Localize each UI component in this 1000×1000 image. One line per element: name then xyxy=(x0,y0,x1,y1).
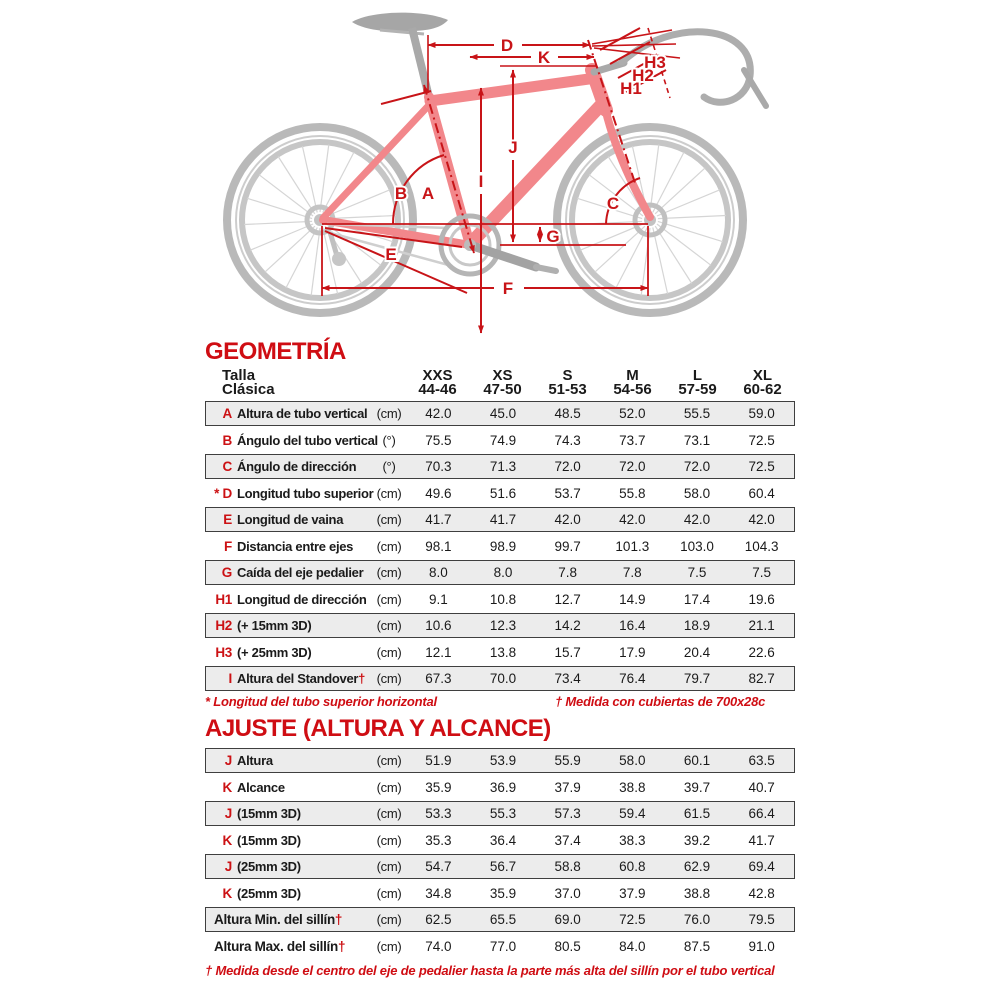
row-letter: H3 xyxy=(215,644,232,660)
value-cell: 57.3 xyxy=(554,806,581,821)
value-cell: 56.7 xyxy=(489,859,517,874)
row-label: Altura de tubo vertical xyxy=(237,406,368,421)
value-cell: 35.3 xyxy=(425,832,452,848)
geometry-sheet xyxy=(205,340,795,979)
row-letter: J xyxy=(224,753,232,768)
value-cell: 91.0 xyxy=(748,938,775,954)
value-cell: 58.8 xyxy=(554,859,581,874)
value-cell: 37.4 xyxy=(554,832,581,848)
row-unit: (cm) xyxy=(376,671,402,686)
row-unit: (cm) xyxy=(376,618,402,633)
value-cell: 20.4 xyxy=(683,644,711,660)
size-header xyxy=(205,369,795,397)
row-label: Caída del eje pedalier xyxy=(237,565,364,580)
table-row xyxy=(205,534,795,559)
value-cell: 35.9 xyxy=(489,885,517,901)
size-column-header xyxy=(665,369,730,397)
table-row xyxy=(205,854,795,879)
adjust-title: AJUSTE (ALTURA Y ALCANCE) xyxy=(205,715,551,742)
value-cell: 10.8 xyxy=(489,591,517,607)
row-label: Ángulo del tubo vertical xyxy=(237,432,378,448)
dagger-mark: † xyxy=(337,938,346,954)
value-cell: 35.9 xyxy=(425,779,452,795)
size-group-line1: Talla xyxy=(222,367,256,384)
geometry-table xyxy=(205,401,795,691)
value-cell: 74.0 xyxy=(425,938,452,954)
table-row xyxy=(205,481,795,506)
row-unit: (cm) xyxy=(376,885,402,901)
row-label: Altura xyxy=(237,753,273,768)
value-cell: 7.5 xyxy=(752,565,772,580)
value-cell: 14.9 xyxy=(619,591,646,607)
value-cell: 73.1 xyxy=(683,432,711,448)
value-cell: 21.1 xyxy=(748,618,775,633)
value-cell: 76.4 xyxy=(619,671,646,686)
value-cell: 99.7 xyxy=(554,538,581,554)
table-row xyxy=(205,428,795,453)
dagger-mark: † xyxy=(358,671,366,686)
adjust-table xyxy=(205,748,795,959)
value-cell: 98.9 xyxy=(489,538,517,554)
value-cell: 42.0 xyxy=(554,512,581,527)
value-cell: 51.9 xyxy=(425,753,452,768)
row-label: Distancia entre ejes xyxy=(237,538,354,554)
value-cell: 70.3 xyxy=(425,459,452,474)
table-row xyxy=(205,907,795,932)
row-letter: C xyxy=(222,459,232,474)
row-letter: G xyxy=(221,565,232,580)
value-cell: 22.6 xyxy=(748,644,775,660)
value-cell: 62.5 xyxy=(425,912,452,927)
value-cell: 48.5 xyxy=(554,406,581,421)
value-cell: 55.3 xyxy=(489,806,517,821)
value-cell: 14.2 xyxy=(554,618,581,633)
row-label: Alcance xyxy=(237,779,285,795)
size-group-line2: Clásica xyxy=(222,381,275,398)
row-letter: K xyxy=(222,832,232,848)
value-cell: 65.5 xyxy=(489,912,517,927)
table-row xyxy=(205,881,795,906)
value-cell: 36.9 xyxy=(489,779,517,795)
value-cell: 19.6 xyxy=(748,591,775,607)
value-cell: 41.7 xyxy=(425,512,452,527)
value-cell: 38.3 xyxy=(619,832,646,848)
value-cell: 42.0 xyxy=(425,406,452,421)
value-cell: 66.4 xyxy=(748,806,775,821)
row-letter: F xyxy=(224,538,232,554)
value-cell: 41.7 xyxy=(489,512,517,527)
value-cell: 60.8 xyxy=(619,859,646,874)
value-cell: 59.0 xyxy=(748,406,775,421)
value-cell: 60.4 xyxy=(748,485,775,501)
value-cell: 72.5 xyxy=(619,912,646,927)
value-cell: 72.0 xyxy=(554,459,581,474)
value-cell: 53.9 xyxy=(489,753,517,768)
table-row xyxy=(205,560,795,585)
value-cell: 55.5 xyxy=(683,406,711,421)
size-column-header xyxy=(405,369,470,397)
row-letter: J xyxy=(224,806,232,821)
value-cell: 69.0 xyxy=(554,912,581,927)
value-cell: 36.4 xyxy=(489,832,517,848)
size-name: XL xyxy=(752,367,773,384)
dagger-mark: † xyxy=(334,912,343,927)
row-letter: B xyxy=(222,432,232,448)
table-row xyxy=(205,828,795,853)
value-cell: 51.6 xyxy=(489,485,517,501)
footnote-dagger: † Medida con cubiertas de 700x28c xyxy=(554,694,766,709)
row-label: (+ 15mm 3D) xyxy=(237,618,312,633)
bike-geometry-diagram xyxy=(0,0,1000,338)
row-unit: (cm) xyxy=(376,779,402,795)
size-name: XXS xyxy=(422,367,453,384)
value-cell: 72.5 xyxy=(748,432,775,448)
table-row xyxy=(205,401,795,426)
value-cell: 63.5 xyxy=(748,753,775,768)
size-name: L xyxy=(692,367,703,384)
row-label: (+ 25mm 3D) xyxy=(237,644,312,660)
label-D: D xyxy=(500,36,514,55)
label-E: E xyxy=(385,245,397,264)
value-cell: 104.3 xyxy=(744,538,779,554)
value-cell: 7.8 xyxy=(558,565,578,580)
value-cell: 7.8 xyxy=(622,565,642,580)
value-cell: 80.5 xyxy=(554,938,581,954)
value-cell: 74.9 xyxy=(489,432,517,448)
table-row xyxy=(205,587,795,612)
row-letter: I xyxy=(228,671,232,686)
label-C: C xyxy=(606,194,620,213)
value-cell: 55.8 xyxy=(619,485,646,501)
row-unit: (cm) xyxy=(376,538,402,554)
value-cell: 9.1 xyxy=(428,591,448,607)
value-cell: 84.0 xyxy=(619,938,646,954)
label-H1: H1 xyxy=(620,79,642,98)
value-cell: 54.7 xyxy=(425,859,452,874)
row-unit: (cm) xyxy=(376,591,402,607)
value-cell: 39.2 xyxy=(683,832,711,848)
row-unit: (cm) xyxy=(376,806,402,821)
value-cell: 79.7 xyxy=(683,671,711,686)
label-H3: H3 xyxy=(644,53,666,72)
size-range: 57-59 xyxy=(678,381,717,398)
size-name: M xyxy=(626,367,639,384)
value-cell: 42.0 xyxy=(683,512,711,527)
size-column-header xyxy=(600,369,665,397)
value-cell: 15.7 xyxy=(554,644,581,660)
value-cell: 53.3 xyxy=(425,806,452,821)
row-letter: K xyxy=(222,885,232,901)
saddle-and-seatpost xyxy=(352,13,448,97)
value-cell: 98.1 xyxy=(425,538,452,554)
value-cell: 42.8 xyxy=(748,885,775,901)
value-cell: 72.5 xyxy=(748,459,775,474)
table-row xyxy=(205,454,795,479)
value-cell: 67.3 xyxy=(425,671,452,686)
row-unit: (cm) xyxy=(376,753,402,768)
value-cell: 37.9 xyxy=(619,885,646,901)
size-range: 51-53 xyxy=(548,381,587,398)
value-cell: 37.0 xyxy=(554,885,581,901)
value-cell: 38.8 xyxy=(619,779,646,795)
row-unit: (cm) xyxy=(376,832,402,848)
value-cell: 42.0 xyxy=(748,512,775,527)
value-cell: 40.7 xyxy=(748,779,775,795)
value-cell: 49.6 xyxy=(425,485,452,501)
value-cell: 37.9 xyxy=(554,779,581,795)
row-unit: (°) xyxy=(382,459,396,474)
value-cell: 8.0 xyxy=(493,565,513,580)
adjust-footnote-wrap xyxy=(205,963,795,979)
value-cell: 75.5 xyxy=(425,432,452,448)
row-label: Altura Max. del sillín† xyxy=(214,938,346,954)
value-cell: 79.5 xyxy=(748,912,775,927)
size-range: 54-56 xyxy=(613,381,652,398)
value-cell: 69.4 xyxy=(748,859,775,874)
dimension-lines xyxy=(322,28,680,333)
value-cell: 101.3 xyxy=(615,538,650,554)
size-name: XS xyxy=(492,367,513,384)
value-cell: 60.1 xyxy=(683,753,711,768)
value-cell: 61.5 xyxy=(683,806,711,821)
value-cell: 58.0 xyxy=(619,753,646,768)
value-cell: 70.0 xyxy=(489,671,517,686)
value-cell: 82.7 xyxy=(748,671,775,686)
size-range: 47-50 xyxy=(483,381,522,398)
size-name: S xyxy=(562,367,573,384)
size-group-label xyxy=(205,369,405,397)
row-label: Longitud de vaina xyxy=(237,512,344,527)
table-row xyxy=(205,666,795,691)
value-cell: 13.8 xyxy=(489,644,517,660)
row-label: (15mm 3D) xyxy=(237,832,301,848)
row-unit: (cm) xyxy=(376,512,402,527)
row-unit: (°) xyxy=(382,432,396,448)
bike-diagram-svg xyxy=(0,0,1000,338)
footnote-bottom: † Medida desde el centro del eje de pedalier hasta la parte más alta del sillín por el tubo vertical xyxy=(205,962,775,978)
value-cell: 77.0 xyxy=(489,938,517,954)
row-letter: K xyxy=(222,779,232,795)
value-cell: 58.0 xyxy=(683,485,711,501)
row-unit: (cm) xyxy=(376,912,402,927)
row-label: Altura del Standover† xyxy=(237,671,366,686)
value-cell: 12.1 xyxy=(425,644,452,660)
value-cell: 73.7 xyxy=(619,432,646,448)
geometry-footnotes xyxy=(205,694,795,710)
table-row xyxy=(205,613,795,638)
value-cell: 39.7 xyxy=(683,779,711,795)
row-letter: E xyxy=(223,512,232,527)
label-F: F xyxy=(502,279,514,298)
row-letter: J xyxy=(224,859,232,874)
row-unit: (cm) xyxy=(376,859,402,874)
value-cell: 18.9 xyxy=(683,618,711,633)
footnote-star: * Longitud del tubo superior horizontal xyxy=(205,694,437,709)
value-cell: 16.4 xyxy=(619,618,646,633)
value-cell: 76.0 xyxy=(683,912,711,927)
table-row xyxy=(205,801,795,826)
geometry-title: GEOMETRÍA xyxy=(205,338,346,365)
value-cell: 17.9 xyxy=(619,644,646,660)
row-label: (25mm 3D) xyxy=(237,885,301,901)
value-cell: 55.9 xyxy=(554,753,581,768)
value-cell: 73.4 xyxy=(554,671,581,686)
label-B: B xyxy=(394,184,408,203)
value-cell: 87.5 xyxy=(683,938,711,954)
value-cell: 52.0 xyxy=(619,406,646,421)
label-K: K xyxy=(537,48,551,67)
row-letter: H1 xyxy=(215,591,232,607)
label-H2: H2 xyxy=(632,66,654,85)
value-cell: 10.6 xyxy=(425,618,452,633)
table-row xyxy=(205,775,795,800)
row-letter: H2 xyxy=(215,618,232,633)
label-J: J xyxy=(508,138,518,157)
value-cell: 72.0 xyxy=(619,459,646,474)
value-cell: 41.7 xyxy=(748,832,775,848)
table-row xyxy=(205,934,795,959)
row-unit: (cm) xyxy=(376,565,402,580)
value-cell: 38.8 xyxy=(683,885,711,901)
size-column-header xyxy=(730,369,795,397)
label-G: G xyxy=(546,227,560,246)
row-letter: * D xyxy=(214,485,232,501)
row-unit: (cm) xyxy=(376,485,402,501)
label-A: A xyxy=(421,184,435,203)
value-cell: 59.4 xyxy=(619,806,646,821)
table-row xyxy=(205,748,795,773)
row-unit: (cm) xyxy=(376,938,402,954)
row-unit: (cm) xyxy=(376,406,402,421)
row-label: (15mm 3D) xyxy=(237,806,301,821)
value-cell: 12.3 xyxy=(489,618,517,633)
size-column-header xyxy=(535,369,600,397)
value-cell: 12.7 xyxy=(554,591,581,607)
value-cell: 34.8 xyxy=(425,885,452,901)
row-label: Longitud de dirección xyxy=(237,591,367,607)
value-cell: 53.7 xyxy=(554,485,581,501)
size-range: 44-46 xyxy=(418,381,457,398)
value-cell: 42.0 xyxy=(619,512,646,527)
table-row xyxy=(205,507,795,532)
row-unit: (cm) xyxy=(376,644,402,660)
value-cell: 17.4 xyxy=(683,591,711,607)
row-letter: A xyxy=(222,406,232,421)
value-cell: 74.3 xyxy=(554,432,581,448)
row-label: Altura Min. del sillín† xyxy=(214,912,343,927)
row-label: Longitud tubo superior xyxy=(237,485,374,501)
label-I: I xyxy=(478,172,484,191)
size-column-header xyxy=(470,369,535,397)
table-row xyxy=(205,640,795,665)
size-range: 60-62 xyxy=(743,381,782,398)
row-label: (25mm 3D) xyxy=(237,859,301,874)
value-cell: 62.9 xyxy=(683,859,711,874)
value-cell: 45.0 xyxy=(489,406,517,421)
value-cell: 71.3 xyxy=(489,459,517,474)
value-cell: 8.0 xyxy=(428,565,448,580)
row-label: Ángulo de dirección xyxy=(237,459,357,474)
value-cell: 103.0 xyxy=(680,538,714,554)
value-cell: 72.0 xyxy=(683,459,711,474)
value-cell: 7.5 xyxy=(687,565,707,580)
